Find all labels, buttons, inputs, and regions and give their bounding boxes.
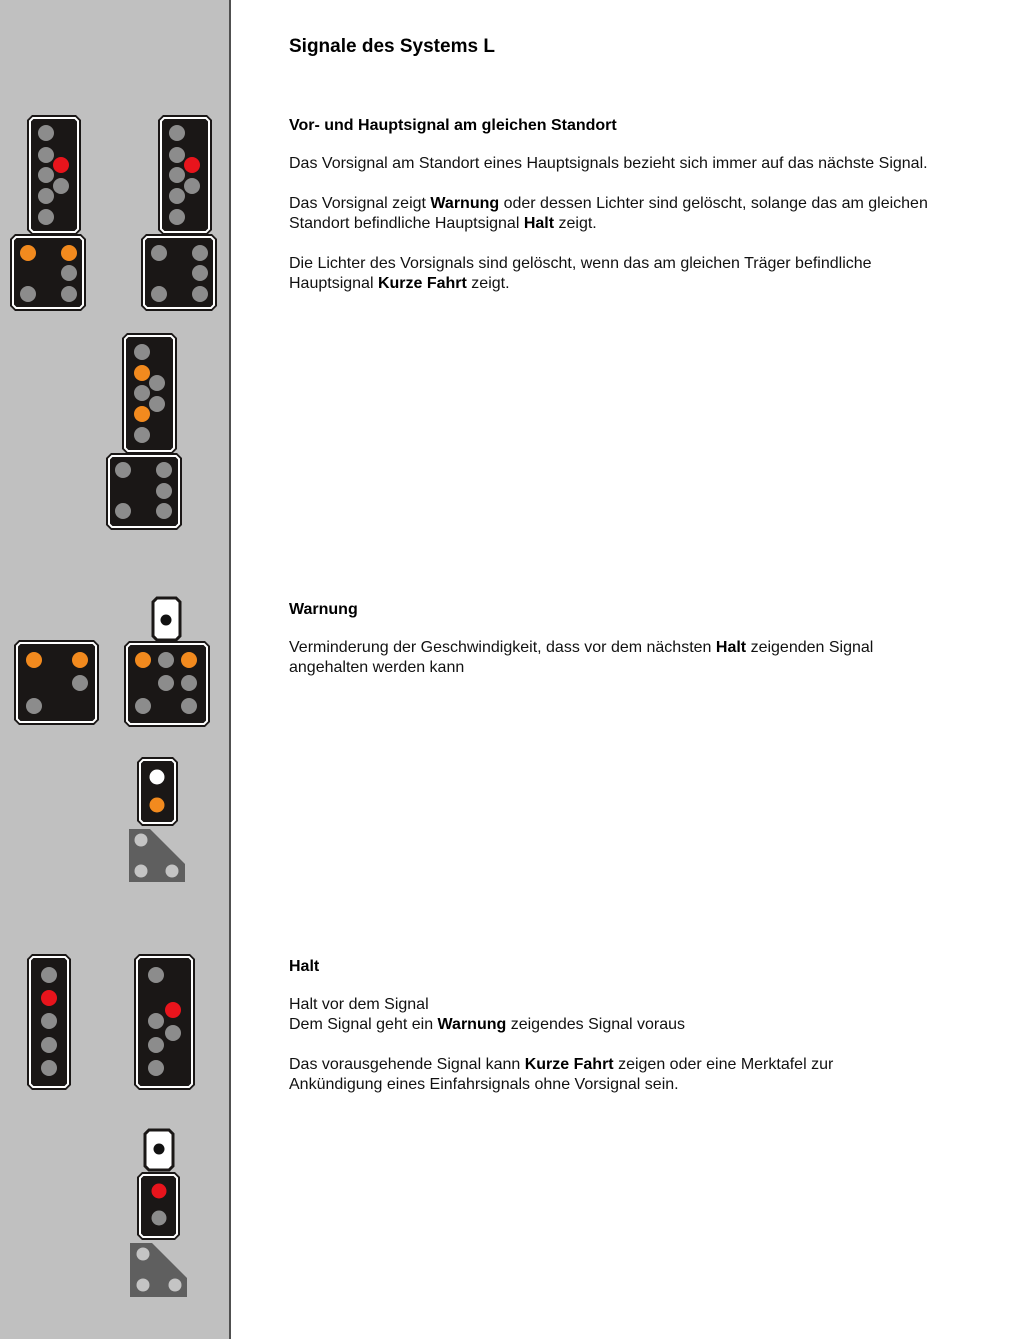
lamp-off (61, 265, 77, 281)
lamp-orange (20, 245, 36, 261)
distant-signal-warnung (14, 640, 99, 725)
lamp-off (41, 1060, 57, 1076)
lamp-off (169, 167, 185, 183)
lamp-off (156, 503, 172, 519)
lamp-orange (134, 365, 150, 381)
signal-illustrations (0, 0, 229, 1339)
lamp-orange (26, 652, 42, 668)
lamp-off (26, 698, 42, 714)
emphasis-halt: Halt (523, 215, 555, 232)
lamp-off (38, 188, 54, 204)
lamp-off (158, 675, 174, 691)
section-heading: Halt (289, 958, 320, 975)
plate-dot (161, 615, 172, 626)
lamp-off (72, 675, 88, 691)
lamp-off (148, 967, 164, 983)
distant-signal-head (10, 234, 86, 311)
lamp-red (165, 1002, 181, 1018)
lamp-off (41, 1037, 57, 1053)
paragraph (289, 638, 929, 678)
lamp-off (148, 1013, 164, 1029)
lamp-off (115, 503, 131, 519)
lamp-red (152, 1184, 167, 1199)
lamp-red (184, 157, 200, 173)
lamp-orange (181, 652, 197, 668)
emphasis-halt: Halt (715, 639, 747, 656)
lamp-off (38, 167, 54, 183)
text: oder dessen Lichter sind gelöscht, solange das am gleichen Standort befindliche Hauptsignal (289, 195, 928, 232)
merktafel-plate (153, 598, 180, 640)
dwarf-distant-signal-warnung (129, 757, 185, 882)
lamp-off (156, 483, 172, 499)
lamp-off (169, 125, 185, 141)
emphasis-kurze-fahrt: Kurze Fahrt (377, 275, 467, 292)
text: Das vorausgehende Signal kann (289, 1056, 525, 1073)
distant-signal-warnung-with-merktafel (124, 598, 210, 727)
plate-dot (154, 1144, 165, 1155)
paragraph (289, 1055, 929, 1095)
lamp-off (169, 209, 185, 225)
lamp-off (135, 698, 151, 714)
emphasis-warnung: Warnung (437, 1016, 507, 1033)
main-signal-kurze-fahrt-with-distant-dark (106, 333, 182, 530)
lamp-red (41, 990, 57, 1006)
lamp-off (53, 178, 69, 194)
lamp-off (151, 245, 167, 261)
lamp-orange (150, 798, 165, 813)
lamp-off (169, 188, 185, 204)
paragraph (289, 154, 929, 174)
text: zeigt. (554, 215, 597, 232)
text: Halt vor dem Signal (289, 996, 429, 1013)
text: zeigenden Signal angehalten werden kann (289, 639, 874, 676)
plate-lamp (169, 1279, 182, 1292)
main-signal-head (122, 333, 177, 454)
paragraph (289, 254, 929, 294)
signal-illustrations-panel (0, 0, 231, 1339)
lamp-off (134, 427, 150, 443)
text: Die Lichter des Vorsignals sind gelöscht, wenn das am gleichen Träger befindliche Hauptsignal (289, 255, 872, 292)
main-signal-head (158, 115, 212, 235)
text: zeigt. (466, 275, 510, 292)
lamp-off (41, 1013, 57, 1029)
lamp-orange (61, 245, 77, 261)
five-lamp-signal-halt (27, 954, 71, 1090)
main-signal-halt (134, 954, 195, 1090)
triangle-plate (129, 829, 185, 882)
lamp-off (134, 344, 150, 360)
text: Dem Signal geht ein (289, 1016, 438, 1033)
page-title: Signale des Systems L (289, 36, 495, 57)
lamp-off (151, 286, 167, 302)
text: Das Vorsignal am Standort eines Hauptsignals bezieht sich immer auf das nächste Signal. (289, 155, 928, 172)
distant-signal-head (141, 234, 217, 311)
main-signal-halt-with-distant-warnung (10, 115, 86, 311)
paragraph (289, 995, 929, 1035)
lamp-off (184, 178, 200, 194)
section-heading: Warnung (289, 601, 358, 618)
merktafel-plate (145, 1130, 173, 1170)
lamp-off (192, 245, 208, 261)
plate-lamp (135, 865, 148, 878)
lamp-off (115, 462, 131, 478)
lamp-orange (135, 652, 151, 668)
main-signal-halt-with-distant-dark (141, 115, 217, 311)
lamp-off (156, 462, 172, 478)
dwarf-main-signal-halt (130, 1130, 187, 1297)
lamp-off (148, 1060, 164, 1076)
section-heading: Vor- und Hauptsignal am gleichen Standort (289, 117, 617, 134)
lamp-off (181, 698, 197, 714)
lamp-off (181, 675, 197, 691)
section-vor-und-hauptsignal (289, 116, 929, 294)
lamp-off (169, 147, 185, 163)
lamp-orange (134, 406, 150, 422)
lamp-white (150, 770, 165, 785)
section-halt (289, 957, 929, 1095)
triangle-plate (130, 1243, 187, 1297)
lamp-off (38, 209, 54, 225)
plate-lamp (137, 1248, 150, 1261)
lamp-off (149, 396, 165, 412)
distant-signal-head (106, 453, 182, 530)
lamp-off (38, 125, 54, 141)
plate-lamp (135, 834, 148, 847)
lamp-off (149, 375, 165, 391)
lamp-off (165, 1025, 181, 1041)
lamp-off (152, 1211, 167, 1226)
lamp-off (41, 967, 57, 983)
emphasis-kurze-fahrt: Kurze Fahrt (524, 1056, 614, 1073)
text: zeigendes Signal voraus (506, 1016, 686, 1033)
plate-lamp (166, 865, 179, 878)
lamp-off (192, 286, 208, 302)
text: zeigen oder eine Merktafel zur Ankündigung eines Einfahrsignals ohne Vorsignal sein. (289, 1056, 834, 1093)
plate-lamp (137, 1279, 150, 1292)
lamp-off (38, 147, 54, 163)
lamp-orange (72, 652, 88, 668)
lamp-off (158, 652, 174, 668)
text: Das Vorsignal zeigt (289, 195, 431, 212)
lamp-off (192, 265, 208, 281)
lamp-off (61, 286, 77, 302)
lamp-off (134, 385, 150, 401)
emphasis-warnung: Warnung (430, 195, 500, 212)
lamp-off (20, 286, 36, 302)
main-signal-head (27, 115, 81, 235)
paragraph (289, 194, 929, 234)
text: Verminderung der Geschwindigkeit, dass vor dem nächsten (289, 639, 716, 656)
section-warnung (289, 600, 929, 678)
lamp-off (148, 1037, 164, 1053)
lamp-red (53, 157, 69, 173)
